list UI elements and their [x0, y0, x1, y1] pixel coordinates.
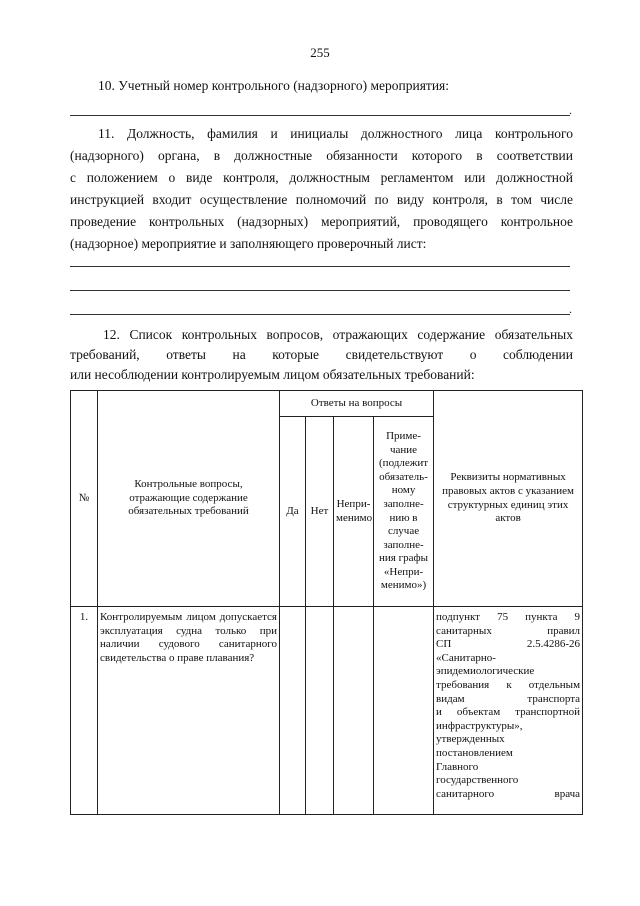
item12-line-2: требований, ответы на которые свидетельствуют о соблюдении: [70, 347, 573, 362]
item10-fill-line: [70, 115, 570, 116]
item11-line-2: (надзорного) органа, в должностные обязанности которого в соответствии: [70, 148, 573, 163]
header-not-applicable: Непри-менимо: [334, 417, 374, 607]
row-requisites: [434, 607, 583, 815]
row-note-cell[interactable]: [374, 607, 434, 815]
row-no-cell[interactable]: [306, 607, 334, 815]
item12-line-1: 12. Список контрольных вопросов, отражающих содержание обязательных: [103, 327, 573, 342]
item11-line-3: с положением о виде контроля, должностным регламентом или должностной: [70, 170, 573, 185]
item11-line-4: инструкцией входит осуществление полномочий по виду контроля, в том числе: [70, 192, 573, 207]
item12-line-3: или несоблюдении контролируемым лицом обязательных требований:: [70, 367, 475, 382]
page-number: 255: [310, 45, 330, 60]
row-question: Контролируемым лицом допускается эксплуатация судна только при наличии судового санитарного свидетельства о праве плавания?: [98, 607, 280, 815]
row-number: 1.: [71, 607, 98, 815]
row-yes-cell[interactable]: [280, 607, 306, 815]
item10-fill-dot: .: [569, 103, 572, 117]
header-note: Приме-чание (подлежит обязатель-ному заполне-нию в случае заполне-ния графы «Непри-менимо»): [374, 417, 434, 607]
requisites-line: Главного: [436, 760, 479, 773]
requisites-line: «Санитарно-: [436, 651, 496, 664]
requisites-line: постановлением: [436, 746, 513, 759]
item11-line-5: проведение контрольных (надзорных) мероприятий, проводящего контрольное: [70, 214, 573, 229]
item11-line-6: (надзорное) мероприятие и заполняющего проверочный лист:: [70, 236, 427, 251]
row-not-applicable-cell[interactable]: [334, 607, 374, 815]
requisites-line: утвержденных: [436, 733, 505, 746]
header-no: Нет: [306, 417, 334, 607]
header-number: №: [71, 391, 98, 607]
checklist-table: [70, 390, 583, 815]
requisites-line: государственного: [436, 774, 519, 787]
item11-fill-dot: .: [569, 302, 572, 316]
header-yes: Да: [280, 417, 306, 607]
requisites-line: видам транспорта: [436, 692, 581, 705]
table-row: [71, 607, 583, 815]
requisites-line: требования к отдельным: [436, 678, 581, 691]
requisites-line: санитарного врача: [436, 787, 581, 800]
header-answers: Ответы на вопросы: [280, 391, 434, 417]
header-requisites: Реквизиты нормативных правовых актов с указанием структурных единиц этих актов: [434, 391, 583, 607]
item10-text: 10. Учетный номер контрольного (надзорного) мероприятия:: [98, 78, 450, 93]
requisites-line: санитарных правил: [436, 624, 581, 637]
header-questions: Контрольные вопросы, отражающие содержание обязательных требований: [98, 391, 280, 607]
item11-line-1: 11. Должность, фамилия и инициалы должностного лица контрольного: [98, 126, 573, 141]
item11-fill-line-2: [70, 290, 570, 291]
requisites-line: эпидемиологические: [436, 665, 535, 678]
item11-fill-line-1: [70, 266, 570, 267]
requisites-line: инфраструктуры»,: [436, 719, 523, 732]
requisites-line: СП 2.5.4286-26: [436, 638, 581, 651]
requisites-line: и объектам транспортной: [436, 706, 581, 719]
requisites-line: подпункт 75 пункта 9: [436, 611, 581, 623]
item11-fill-line-3: [70, 314, 570, 315]
